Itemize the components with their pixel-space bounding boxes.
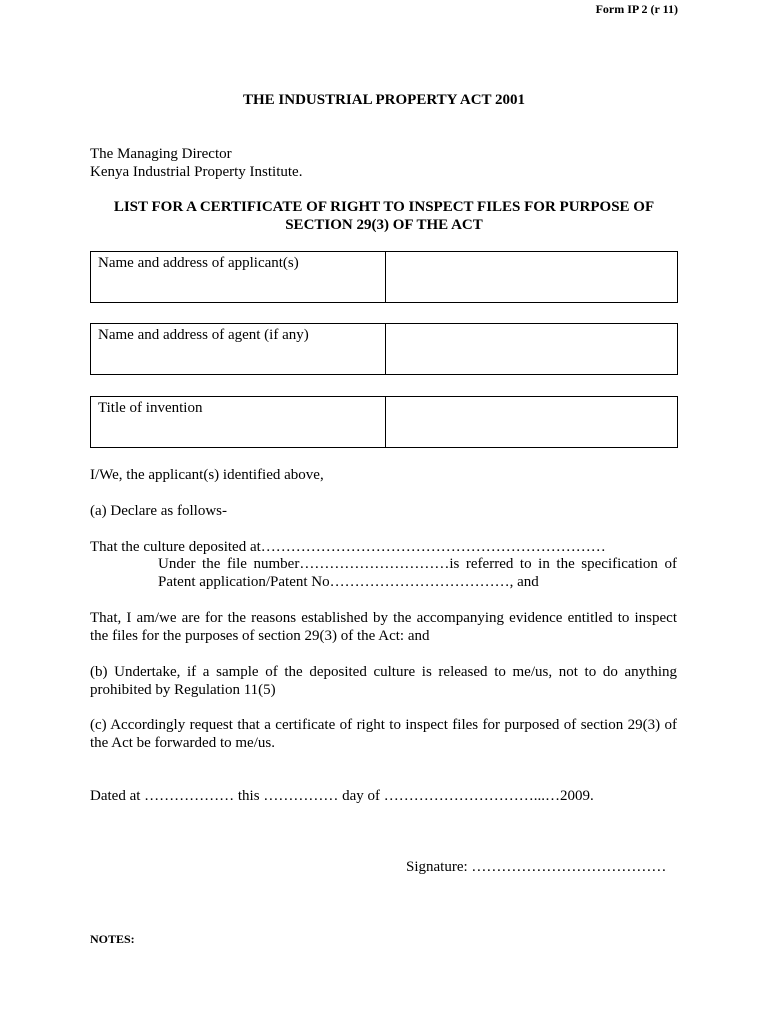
heading-line: LIST FOR A CERTIFICATE OF RIGHT TO INSPECT FILES FOR PURPOSE OF [113,199,655,215]
agent-field-value[interactable] [386,324,677,374]
applicant-field-row [90,251,678,303]
invention-field-row [90,396,678,448]
document-heading [90,198,678,234]
addressee-line: The Managing Director [90,146,232,162]
applicant-field-value[interactable] [386,252,677,302]
signature-line: Signature: ………………………………… [406,859,667,875]
intro-paragraph: I/We, the applicant(s) identified above, [90,467,324,483]
dated-line: Dated at ……………… this …………… day of …………………………...…2009. [90,788,594,804]
addressee-line: Kenya Industrial Property Institute. [90,164,303,180]
addressee-block [90,145,302,181]
form-number: Form IP 2 (r 11) [595,2,678,16]
file-number-paragraph: Under the file number…………………………is referred to in the specification of Patent application/Patent No………………………………, and [158,556,677,590]
declare-paragraph: (a) Declare as follows- [90,503,228,519]
agent-field-label: Name and address of agent (if any) [91,324,386,374]
entitlement-paragraph: That, I am/we are for the reasons established by the accompanying evidence entitled to inspect the files for the purposes of section 29(3) of the Act: and [90,610,677,644]
notes-heading: NOTES: [90,932,135,946]
applicant-field-label: Name and address of applicant(s) [91,252,386,302]
invention-field-label: Title of invention [91,397,386,447]
invention-field-value[interactable] [386,397,677,447]
undertaking-paragraph: (b) Undertake, if a sample of the deposited culture is released to me/us, not to do anything prohibited by Regulation 11(5) [90,664,677,698]
heading-line: SECTION 29(3) OF THE ACT [285,217,483,233]
act-title: THE INDUSTRIAL PROPERTY ACT 2001 [242,92,526,108]
agent-field-row [90,323,678,375]
culture-deposit-line: That the culture deposited at…………………………………………………………… [90,539,606,555]
request-paragraph: (c) Accordingly request that a certificate of right to inspect files for purposed of section 29(3) of the Act be forwarded to me/us. [90,717,677,751]
